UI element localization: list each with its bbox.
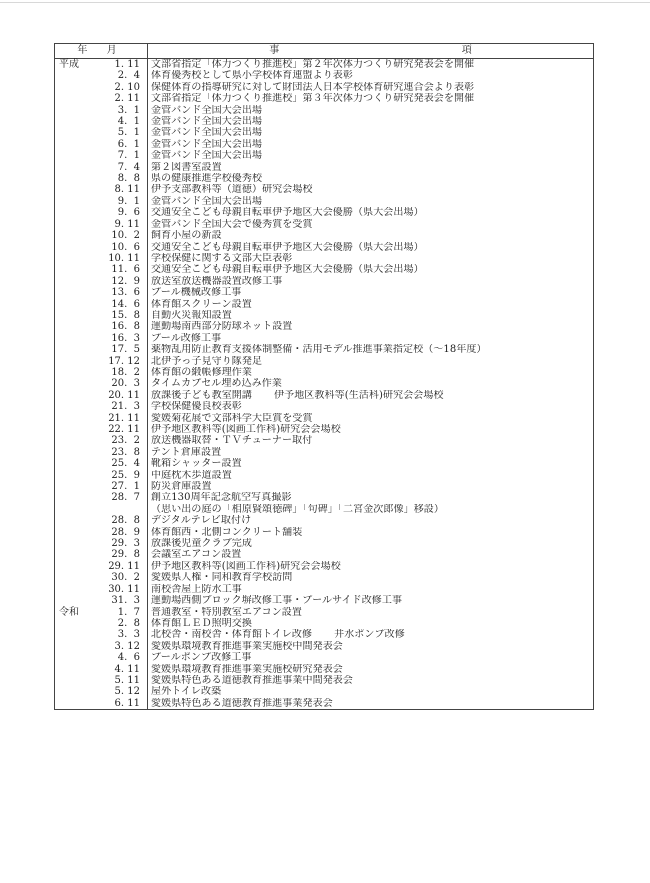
- event-text: タイムカプセル埋め込み作業: [151, 378, 282, 390]
- row-date-cell: [55, 549, 148, 560]
- event-text: 金管バンド全国大会出場: [151, 104, 263, 116]
- row-event-cell: [148, 253, 593, 264]
- year-month-value: 7. 1: [117, 150, 140, 162]
- year-month-value: 20. 3: [111, 378, 140, 390]
- year-month-value: 29. 3: [111, 538, 140, 550]
- row-event-cell: [148, 321, 593, 332]
- event-text: 運動場西側ブロック塀改修工事・プールサイド改修工事: [151, 595, 403, 607]
- event-text: デジタルテレビ取付け: [151, 515, 252, 527]
- event-text: 伊予地区教科等(図画工作科)研究会会場校: [151, 560, 341, 572]
- table-row: [55, 561, 593, 572]
- row-date-cell: [55, 652, 148, 663]
- year-month-value: 31. 3: [111, 595, 140, 607]
- event-text: 金管バンド全国大会出場: [151, 195, 263, 207]
- table-row: [55, 82, 593, 93]
- row-date-cell: [55, 219, 148, 230]
- event-text: 愛媛県特色ある道徳教育推進事業中間発表会: [151, 674, 353, 686]
- year-month-value: 10. 11: [108, 252, 140, 264]
- year-month-value: 2. 8: [117, 617, 140, 629]
- row-date-cell: [55, 515, 148, 526]
- table-row: [55, 105, 593, 116]
- event-text: 交通安全こども母親自転車伊予地区大会優勝（県大会出場）: [151, 207, 424, 219]
- year-month-value: 25. 9: [111, 469, 140, 481]
- table-row: [55, 607, 593, 618]
- row-date-cell: [55, 162, 148, 173]
- row-event-cell: [148, 59, 593, 70]
- year-month-value: 23. 8: [111, 446, 140, 458]
- row-event-cell: [148, 435, 593, 446]
- event-text: 伊予地区教科等(図画工作科)研究会会場校: [151, 424, 341, 435]
- year-month-value: 4. 11: [114, 663, 140, 675]
- row-event-cell: [148, 196, 593, 207]
- event-text: 伊予支部教科等（道徳）研究会場校: [151, 184, 313, 196]
- table-row: [55, 458, 593, 469]
- row-event-cell: [148, 333, 593, 344]
- table-row: [55, 447, 593, 458]
- year-month-value: 22. 11: [108, 424, 140, 435]
- row-date-cell: [55, 207, 148, 218]
- row-date-cell: [55, 333, 148, 344]
- table-row: [55, 629, 593, 640]
- header-year-month: 年 月: [55, 44, 148, 58]
- event-text: 交通安全こども母親自転車伊予地区大会優勝（県大会出場）: [151, 241, 424, 253]
- year-month-value: 8. 11: [114, 184, 140, 196]
- row-event-cell: [148, 390, 593, 401]
- table-row: [55, 652, 593, 663]
- table-body: [55, 59, 593, 709]
- table-row: [55, 515, 593, 526]
- year-month-value: 23. 2: [111, 435, 140, 447]
- event-text: 愛媛県環境教育推進事業実施校研究発表会: [151, 663, 343, 675]
- year-month-value: 11. 6: [111, 264, 140, 276]
- event-text-secondary: 井水ポンプ改修: [334, 629, 405, 641]
- table-row: [55, 299, 593, 310]
- event-text: 南校舎屋上防水工事: [151, 583, 242, 595]
- year-month-value: 5. 11: [114, 674, 140, 686]
- year-month-value: 15. 8: [111, 309, 140, 321]
- event-text: 金管バンド全国大会出場: [151, 138, 263, 150]
- year-month-value: 1. 11: [114, 59, 140, 70]
- event-text: 体育館スクリーン設置: [151, 298, 252, 310]
- year-month-value: 28. 7: [111, 492, 140, 504]
- row-event-cell: [148, 230, 593, 241]
- row-event-cell: [148, 664, 593, 675]
- event-text: 愛媛県特色ある道徳教育推進事業発表会: [151, 697, 333, 709]
- year-month-value: 6. 1: [117, 138, 140, 150]
- row-date-cell: [55, 504, 148, 515]
- row-event-cell: [148, 310, 593, 321]
- row-date-cell: [55, 458, 148, 469]
- year-month-value: 28. 8: [111, 515, 140, 527]
- event-text: プールポンプ改修工事: [151, 652, 252, 664]
- event-text: 放課後児童クラブ完成: [151, 538, 252, 550]
- row-event-cell: [148, 424, 593, 435]
- table-header: [55, 44, 593, 59]
- row-date-cell: [55, 390, 148, 401]
- row-date-cell: [55, 356, 148, 367]
- row-date-cell: [55, 59, 148, 70]
- year-month-value: 5. 1: [117, 127, 140, 139]
- year-month-value: 17. 12: [108, 355, 140, 367]
- year-month-value: 9. 6: [117, 207, 140, 219]
- table-row: [55, 504, 593, 515]
- row-date-cell: [55, 299, 148, 310]
- table-row: [55, 390, 593, 401]
- row-date-cell: [55, 470, 148, 481]
- table-row: [55, 470, 593, 481]
- row-event-cell: [148, 527, 593, 538]
- row-event-cell: [148, 219, 593, 230]
- year-month-value: 29. 8: [111, 549, 140, 561]
- table-row: [55, 664, 593, 675]
- year-month-value: 21. 11: [108, 412, 140, 424]
- row-date-cell: [55, 686, 148, 697]
- row-date-cell: [55, 150, 148, 161]
- year-month-value: 3. 12: [114, 640, 140, 652]
- event-text: 保健体育の指導研究に対して財団法人日本学校体育研究連合会より表彰: [151, 81, 475, 93]
- row-event-cell: [148, 572, 593, 583]
- row-date-cell: [55, 70, 148, 81]
- table-row: [55, 230, 593, 241]
- row-date-cell: [55, 561, 148, 572]
- year-month-value: 16. 3: [111, 332, 140, 344]
- table-row: [55, 139, 593, 150]
- table-row: [55, 595, 593, 606]
- row-date-cell: [55, 618, 148, 629]
- year-month-value: 30. 11: [108, 583, 140, 595]
- event-text: テント倉庫設置: [151, 446, 222, 458]
- row-event-cell: [148, 607, 593, 618]
- event-text-secondary: 伊予地区教科等(生活科)研究会会場校: [274, 389, 444, 401]
- row-date-cell: [55, 584, 148, 595]
- event-text: 第２図書室設置: [151, 161, 222, 173]
- event-text: 薬物乱用防止教育支援体制整備・活用モデル推進事業指定校（～18年度）: [151, 344, 487, 356]
- row-event-cell: [148, 184, 593, 195]
- row-event-cell: [148, 458, 593, 469]
- event-text: 体育優秀校として県小学校体育連盟より表彰: [151, 70, 353, 82]
- row-date-cell: [55, 276, 148, 287]
- table-row: [55, 367, 593, 378]
- row-event-cell: [148, 504, 593, 515]
- table-row: [55, 572, 593, 583]
- event-text: 交通安全こども母親自転車伊予地区大会優勝（県大会出場）: [151, 264, 424, 276]
- row-event-cell: [148, 447, 593, 458]
- table-row: [55, 481, 593, 492]
- row-date-cell: [55, 196, 148, 207]
- row-date-cell: [55, 82, 148, 93]
- table-row: [55, 424, 593, 435]
- table-row: [55, 333, 593, 344]
- year-month-value: 1. 7: [117, 606, 140, 618]
- row-event-cell: [148, 356, 593, 367]
- row-event-cell: [148, 698, 593, 709]
- row-event-cell: [148, 70, 593, 81]
- era-label: 令和: [59, 606, 79, 618]
- row-date-cell: [55, 287, 148, 298]
- table-row: [55, 173, 593, 184]
- row-date-cell: [55, 116, 148, 127]
- event-text: 北校舎・南校舎・体育館トイレ改修: [151, 629, 313, 641]
- row-date-cell: [55, 492, 148, 503]
- header-event: [148, 44, 593, 58]
- row-date-cell: [55, 184, 148, 195]
- year-month-value: 29. 11: [108, 560, 140, 572]
- table-row: [55, 219, 593, 230]
- table-row: [55, 549, 593, 560]
- event-text: 会議室エアコン設置: [151, 549, 242, 561]
- row-event-cell: [148, 173, 593, 184]
- row-event-cell: [148, 378, 593, 389]
- header-event-right: 項: [461, 45, 472, 56]
- row-event-cell: [148, 584, 593, 595]
- table-row: [55, 675, 593, 686]
- row-event-cell: [148, 413, 593, 424]
- event-text: 県の健康推進学校優秀校: [151, 173, 263, 185]
- row-event-cell: [148, 299, 593, 310]
- table-row: [55, 264, 593, 275]
- table-row: [55, 378, 593, 389]
- event-text: 放送室放送機器設置改修工事: [151, 275, 283, 287]
- top-edge-line: [0, 2, 650, 3]
- year-month-value: 9. 1: [117, 195, 140, 207]
- year-month-value: 4. 1: [117, 116, 140, 128]
- row-event-cell: [148, 538, 593, 549]
- event-text: （思い出の庭の「相原賢頌徳碑」「句碑」「二宮金次郎像」移設）: [151, 503, 444, 515]
- row-event-cell: [148, 549, 593, 560]
- row-date-cell: [55, 675, 148, 686]
- event-text: 放課後子ども教室開講: [151, 389, 252, 401]
- row-date-cell: [55, 321, 148, 332]
- event-text: 学校保健優良校表彰: [151, 401, 242, 413]
- row-date-cell: [55, 424, 148, 435]
- row-event-cell: [148, 264, 593, 275]
- event-text: 金管バンド全国大会出場: [151, 150, 263, 162]
- year-month-value: 6. 11: [114, 697, 140, 709]
- row-event-cell: [148, 127, 593, 138]
- row-date-cell: [55, 344, 148, 355]
- year-month-value: 2. 10: [114, 81, 140, 93]
- row-event-cell: [148, 367, 593, 378]
- table-row: [55, 538, 593, 549]
- row-date-cell: [55, 230, 148, 241]
- row-event-cell: [148, 276, 593, 287]
- row-date-cell: [55, 641, 148, 652]
- school-history-table: [54, 43, 594, 710]
- row-event-cell: [148, 93, 593, 104]
- event-text: 愛媛県環境教育推進事業実施校中間発表会: [151, 640, 343, 652]
- year-month-value: 27. 1: [111, 481, 140, 493]
- row-event-cell: [148, 618, 593, 629]
- row-event-cell: [148, 492, 593, 503]
- row-event-cell: [148, 641, 593, 652]
- row-event-cell: [148, 629, 593, 640]
- row-event-cell: [148, 139, 593, 150]
- row-date-cell: [55, 698, 148, 709]
- row-event-cell: [148, 515, 593, 526]
- row-date-cell: [55, 664, 148, 675]
- row-event-cell: [148, 82, 593, 93]
- table-row: [55, 584, 593, 595]
- table-row: [55, 321, 593, 332]
- event-text: 飼育小屋の新設: [151, 230, 222, 242]
- table-row: [55, 242, 593, 253]
- year-month-value: 12. 9: [111, 275, 140, 287]
- event-text: 金管バンド全国大会出場: [151, 127, 263, 139]
- row-event-cell: [148, 401, 593, 412]
- table-row: [55, 70, 593, 81]
- row-date-cell: [55, 127, 148, 138]
- row-event-cell: [148, 686, 593, 697]
- table-row: [55, 686, 593, 697]
- row-event-cell: [148, 652, 593, 663]
- year-month-value: 28. 9: [111, 526, 140, 538]
- table-row: [55, 492, 593, 503]
- row-date-cell: [55, 378, 148, 389]
- year-month-value: 13. 6: [111, 287, 140, 299]
- row-date-cell: [55, 481, 148, 492]
- row-event-cell: [148, 561, 593, 572]
- table-row: [55, 93, 593, 104]
- event-text: 中庭枕木歩道設置: [151, 469, 232, 481]
- row-date-cell: [55, 105, 148, 116]
- year-month-value: 4. 6: [117, 652, 140, 664]
- table-row: [55, 413, 593, 424]
- event-text: 放送機器取替・ＴＶチューナー取付: [151, 435, 313, 447]
- event-text: 体育館の緞帳修理作業: [151, 366, 252, 378]
- table-row: [55, 253, 593, 264]
- event-text: 創立130周年記念航空写真撮影: [151, 492, 292, 504]
- table-row: [55, 162, 593, 173]
- year-month-value: 14. 6: [111, 298, 140, 310]
- event-text: 体育館西・北側コンクリート舗装: [151, 526, 303, 538]
- row-event-cell: [148, 344, 593, 355]
- row-date-cell: [55, 253, 148, 264]
- event-text: 愛媛県人権・同和教育学校訪問: [151, 572, 293, 584]
- year-month-value: 10. 2: [111, 230, 140, 242]
- table-row: [55, 641, 593, 652]
- row-date-cell: [55, 93, 148, 104]
- row-date-cell: [55, 538, 148, 549]
- event-text: 金管バンド全国大会出場: [151, 116, 263, 128]
- table-row: [55, 287, 593, 298]
- row-event-cell: [148, 675, 593, 686]
- row-event-cell: [148, 595, 593, 606]
- row-date-cell: [55, 527, 148, 538]
- row-date-cell: [55, 629, 148, 640]
- year-month-value: 21. 3: [111, 401, 140, 413]
- year-month-value: 25. 4: [111, 458, 140, 470]
- table-row: [55, 401, 593, 412]
- row-date-cell: [55, 264, 148, 275]
- event-text: 北伊予っ子見守り隊発足: [151, 355, 263, 367]
- row-date-cell: [55, 242, 148, 253]
- row-date-cell: [55, 435, 148, 446]
- event-text: 屋外トイレ改築: [151, 686, 222, 698]
- table-row: [55, 344, 593, 355]
- year-month-value: 17. 5: [111, 344, 140, 356]
- event-text: 靴箱シャッター設置: [151, 458, 242, 470]
- era-label: 平成: [59, 59, 79, 70]
- year-month-value: 18. 2: [111, 366, 140, 378]
- year-month-value: 3. 1: [117, 104, 140, 116]
- year-month-value: 9. 11: [114, 218, 140, 230]
- row-event-cell: [148, 162, 593, 173]
- row-date-cell: [55, 572, 148, 583]
- row-date-cell: [55, 413, 148, 424]
- year-month-value: 7. 4: [117, 161, 140, 173]
- event-text: 普通教室・特別教室エアコン設置: [151, 606, 302, 618]
- row-date-cell: [55, 595, 148, 606]
- event-text: 体育館ＬＥＤ照明交換: [151, 617, 252, 629]
- table-row: [55, 356, 593, 367]
- table-row: [55, 618, 593, 629]
- row-event-cell: [148, 116, 593, 127]
- row-event-cell: [148, 481, 593, 492]
- event-text: プール改修工事: [151, 332, 222, 344]
- row-date-cell: [55, 310, 148, 321]
- row-date-cell: [55, 607, 148, 618]
- row-event-cell: [148, 470, 593, 481]
- event-text: プール機械改修工事: [151, 287, 242, 299]
- table-row: [55, 698, 593, 709]
- table-row: [55, 59, 593, 70]
- row-event-cell: [148, 150, 593, 161]
- event-text: 金管バンド全国大会で優秀賞を受賞: [151, 218, 313, 230]
- row-date-cell: [55, 447, 148, 458]
- table-row: [55, 435, 593, 446]
- event-text: 防災倉庫設置: [151, 481, 212, 493]
- row-event-cell: [148, 287, 593, 298]
- year-month-value: 5. 12: [114, 686, 140, 698]
- year-month-value: 10. 6: [111, 241, 140, 253]
- header-event-left: 事: [269, 45, 280, 56]
- table-row: [55, 184, 593, 195]
- event-text: 文部省指定「体力つくり推進校」第２年次体力つくり研究発表会を開催: [151, 59, 475, 70]
- table-row: [55, 310, 593, 321]
- table-row: [55, 276, 593, 287]
- event-text: 愛媛菊花展で文部科学大臣賞を受賞: [151, 412, 313, 424]
- row-event-cell: [148, 105, 593, 116]
- event-text: 自動火災報知設置: [151, 309, 232, 321]
- row-date-cell: [55, 367, 148, 378]
- row-event-cell: [148, 242, 593, 253]
- table-row: [55, 127, 593, 138]
- row-date-cell: [55, 401, 148, 412]
- year-month-value: 30. 2: [111, 572, 140, 584]
- year-month-value: 3. 3: [117, 629, 140, 641]
- year-month-value: 16. 8: [111, 321, 140, 333]
- event-text: 文部省指定「体力つくり推進校」第３年次体力つくり研究発表会を開催: [151, 93, 475, 105]
- row-event-cell: [148, 207, 593, 218]
- table-row: [55, 527, 593, 538]
- table-row: [55, 207, 593, 218]
- table-row: [55, 196, 593, 207]
- event-text: 学校保健に関する文部大臣表彰: [151, 252, 293, 264]
- table-row: [55, 150, 593, 161]
- year-month-value: 8. 8: [117, 173, 140, 185]
- row-date-cell: [55, 139, 148, 150]
- event-text: 運動場南西部分防球ネット設置: [151, 321, 293, 333]
- table-row: [55, 116, 593, 127]
- year-month-value: 2. 4: [117, 70, 140, 82]
- year-month-value: 20. 11: [108, 389, 140, 401]
- row-date-cell: [55, 173, 148, 184]
- year-month-value: 2. 11: [114, 93, 140, 105]
